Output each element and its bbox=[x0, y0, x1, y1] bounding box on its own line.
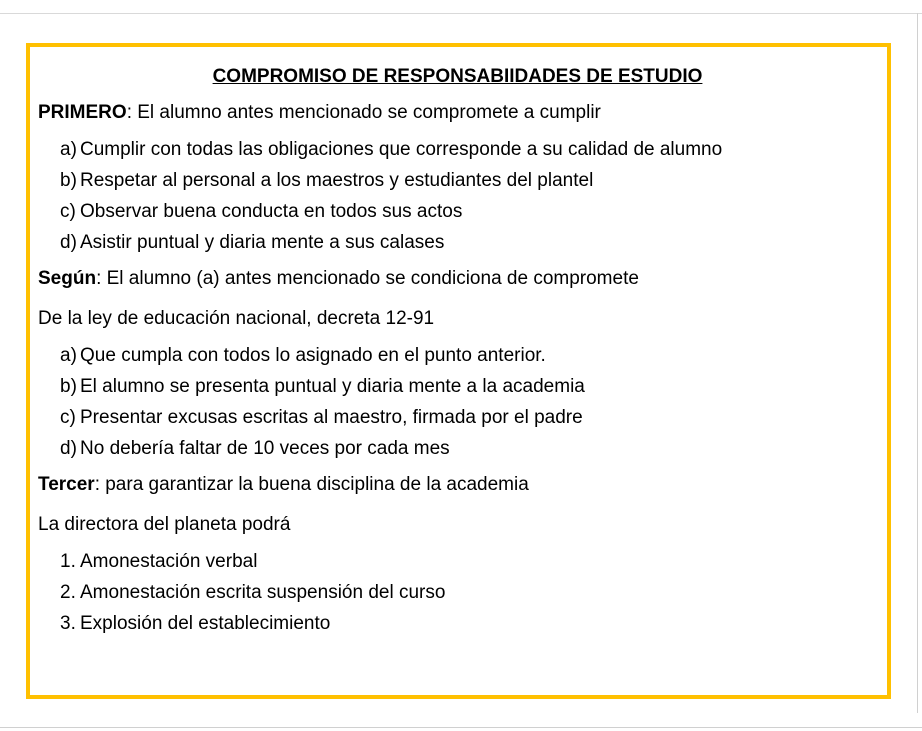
list-marker: 2. bbox=[60, 582, 76, 603]
section1-lead: PRIMERO bbox=[38, 102, 127, 123]
list-item bbox=[60, 402, 887, 433]
list-item-text: Explosión del establecimiento bbox=[80, 613, 331, 634]
list-item bbox=[60, 165, 887, 196]
list-marker: c) bbox=[60, 407, 76, 428]
list-item bbox=[60, 134, 887, 165]
list-item-text: Respetar al personal a los maestros y estudiantes del plantel bbox=[80, 170, 594, 191]
section1-text: : El alumno antes mencionado se compromete a cumplir bbox=[126, 102, 601, 123]
list-item-text: El alumno se presenta puntual y diaria mente a la academia bbox=[80, 376, 585, 397]
list-item-text: Amonestación escrita suspensión del curso bbox=[80, 582, 446, 603]
list-item bbox=[60, 577, 887, 608]
list-marker: c) bbox=[60, 201, 76, 222]
section1-paragraph bbox=[38, 96, 887, 130]
list-item-text: Observar buena conducta en todos sus actos bbox=[80, 201, 463, 222]
commitment-box bbox=[26, 43, 891, 699]
page-right-divider bbox=[917, 13, 918, 713]
list-item-text: Cumplir con todas las obligaciones que corresponde a su calidad de alumno bbox=[80, 139, 723, 160]
list-item bbox=[60, 340, 887, 371]
list-item-text: No debería faltar de 10 veces por cada mes bbox=[80, 438, 450, 459]
section1-list bbox=[38, 134, 887, 258]
list-item bbox=[60, 433, 887, 464]
list-item-text: Asistir puntual y diaria mente a sus calases bbox=[80, 232, 445, 253]
list-marker: d) bbox=[60, 438, 77, 459]
list-item bbox=[60, 608, 887, 639]
list-item-text: Presentar excusas escritas al maestro, firmada por el padre bbox=[80, 407, 583, 428]
list-item bbox=[60, 196, 887, 227]
list-item-text: Que cumpla con todos lo asignado en el punto anterior. bbox=[80, 345, 546, 366]
list-item bbox=[60, 546, 887, 577]
page-top-divider bbox=[0, 13, 922, 14]
list-marker: 1. bbox=[60, 551, 76, 572]
section3-director-line: La directora del planeta podrá bbox=[38, 514, 291, 535]
section2-law-line: De la ley de educación nacional, decreta 12-91 bbox=[38, 308, 435, 329]
list-marker: d) bbox=[60, 232, 77, 253]
section2-text: : El alumno (a) antes mencionado se condiciona de compromete bbox=[96, 268, 639, 289]
section3-text: : para garantizar la buena disciplina de la academia bbox=[94, 474, 529, 495]
list-marker: a) bbox=[60, 345, 77, 366]
list-marker: b) bbox=[60, 376, 77, 397]
list-item-text: Amonestación verbal bbox=[80, 551, 258, 572]
document-title: COMPROMISO DE RESPONSABIIDADES DE ESTUDIO bbox=[212, 66, 703, 87]
list-item bbox=[60, 371, 887, 402]
page-bottom-divider bbox=[0, 727, 922, 728]
list-item bbox=[60, 227, 887, 258]
list-marker: a) bbox=[60, 139, 77, 160]
section2-list bbox=[38, 340, 887, 464]
section2-paragraph bbox=[38, 262, 887, 296]
section3-paragraph bbox=[38, 468, 887, 502]
list-marker: b) bbox=[60, 170, 77, 191]
section3-list bbox=[38, 546, 887, 639]
section3-lead: Tercer bbox=[38, 474, 95, 495]
list-marker: 3. bbox=[60, 613, 76, 634]
section2-lead: Según bbox=[38, 268, 97, 289]
